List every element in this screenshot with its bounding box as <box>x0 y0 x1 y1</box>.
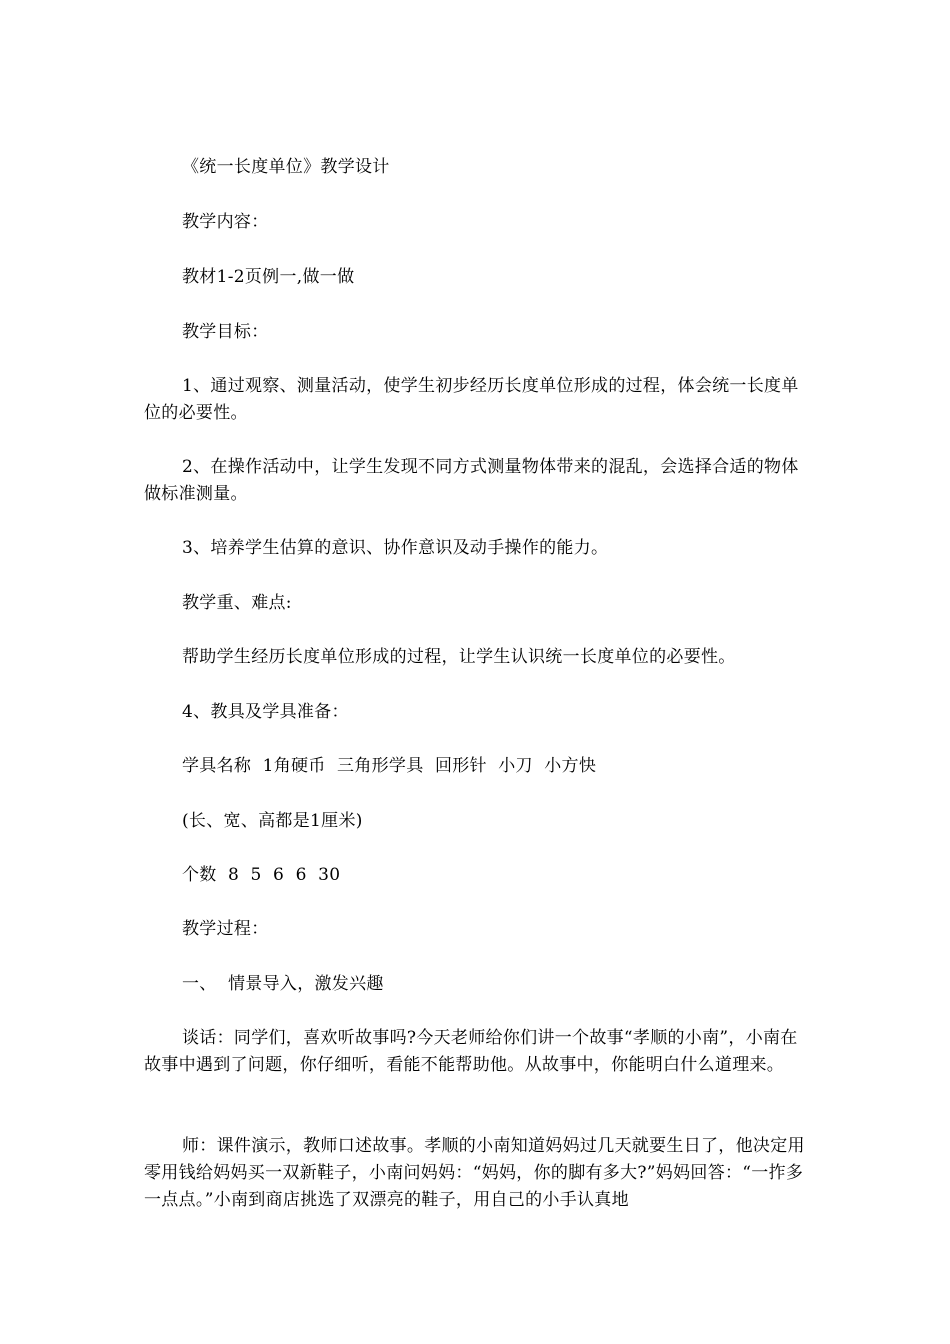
section-one-heading: 一、 情景导入，激发兴趣 <box>182 974 384 994</box>
objective-item: 2、在操作活动中，让学生发现不同方式测量物体带来的混乱，会选择合适的物体做标准测量。 <box>144 457 799 504</box>
objective-item: 3、培养学生估算的意识、协作意识及动手操作的能力。 <box>182 538 609 558</box>
tools-counts-row: 个数 8 5 6 6 30 <box>182 865 341 885</box>
teacher-paragraph: 师：课件演示，教师口述故事。孝顺的小南知道妈妈过几天就要生日了，他决定用零用钱给妈妈买一双新鞋子，小南问妈妈：“妈妈，你的脚有多大?”妈妈回答：“一拃多一点点。”小南到商店挑选了双漂亮的鞋子，用自己的小手认真地 <box>144 1136 805 1210</box>
tools-heading: 4、教具及学具准备： <box>182 702 349 722</box>
content-heading: 教学内容： <box>182 212 269 232</box>
process-heading: 教学过程： <box>182 919 269 939</box>
key-points-text: 帮助学生经历长度单位形成的过程，让学生认识统一长度单位的必要性。 <box>182 647 736 667</box>
tools-names-row: 学具名称 1角硬币 三角形学具 回形针 小刀 小方快 <box>182 756 597 776</box>
tools-note: (长、宽、高都是1厘米) <box>182 811 363 831</box>
document-title: 《统一长度单位》教学设计 <box>182 157 390 177</box>
talk-paragraph: 谈话：同学们，喜欢听故事吗?今天老师给你们讲一个故事“孝顺的小南”，小南在故事中遇到了问题，你仔细听，看能不能帮助他。从故事中，你能明白什么道理来。 <box>144 1028 798 1075</box>
objective-item: 1、通过观察、测量活动，使学生初步经历长度单位形成的过程，体会统一长度单位的必要性。 <box>144 376 799 423</box>
content-text: 教材1-2页例一,做一做 <box>182 267 355 287</box>
objectives-heading: 教学目标： <box>182 322 269 342</box>
key-points-heading: 教学重、难点: <box>182 593 292 613</box>
